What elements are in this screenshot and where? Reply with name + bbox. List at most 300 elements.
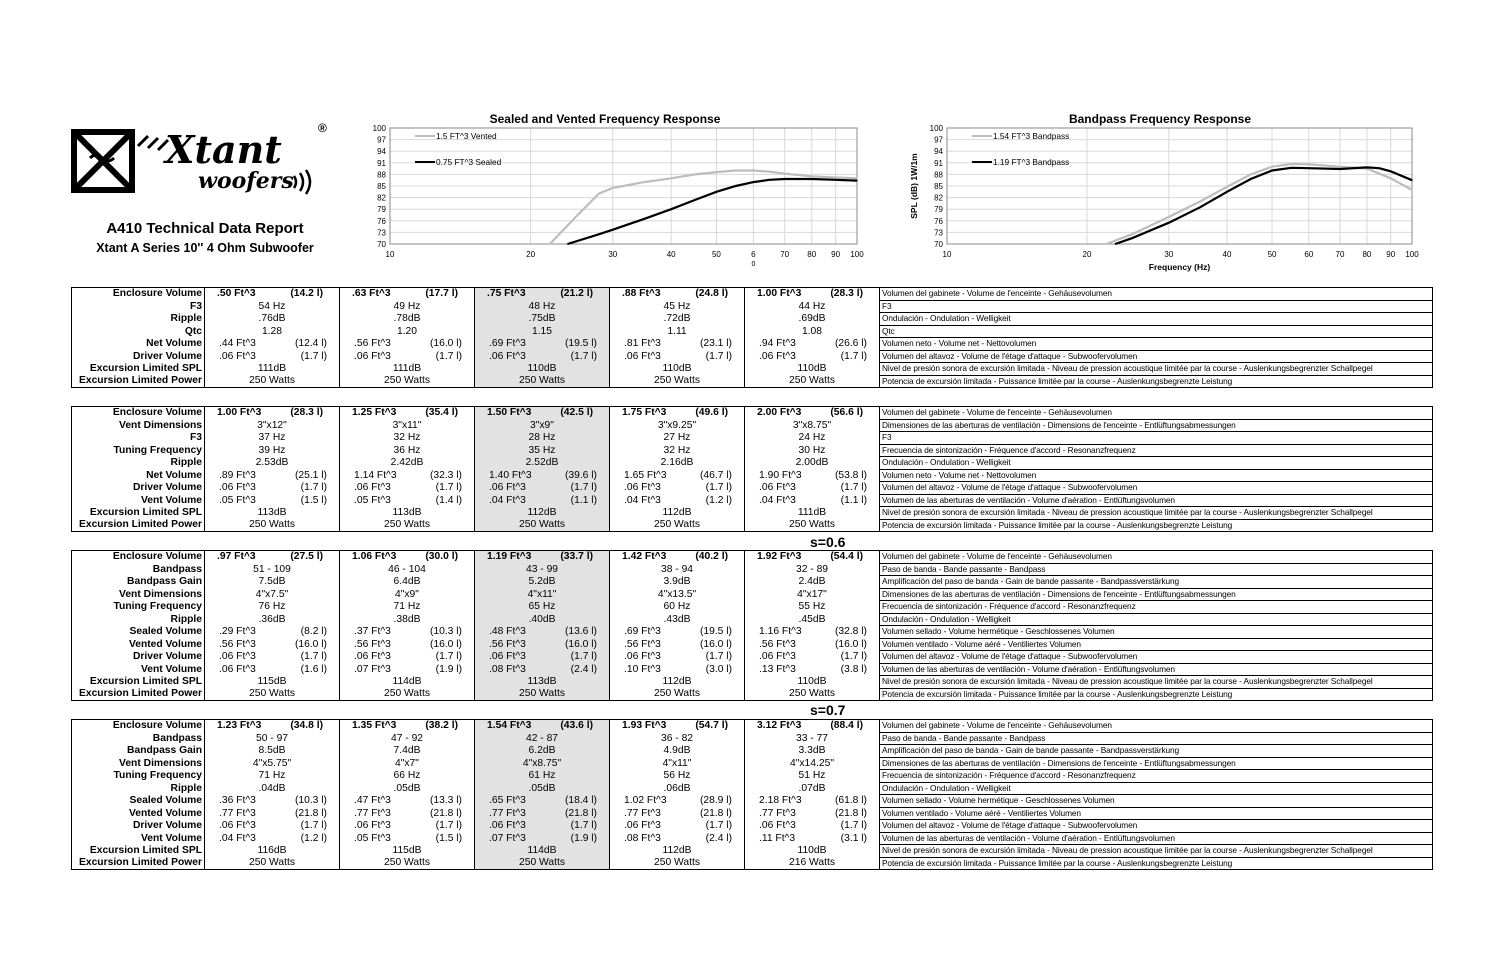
table-cell [475,494,610,507]
table-cell [610,613,745,626]
table-row [72,419,1433,432]
x-tick-label: 20 [1082,250,1092,259]
row-description: Potencia de excursión limitada - Puissance limitée par la course - Auslenkungsbegrenzte Leistung [880,688,1433,701]
cell-value: 8.5dB [258,745,286,756]
row-label: Driver Volume [72,482,205,495]
y-tick-label: 70 [934,240,943,249]
table-cell [610,338,745,351]
table-cell [340,482,475,495]
row-label: Excursion Limited Power [72,375,205,388]
table-cell [475,745,610,758]
table-cell [205,444,340,457]
row-description: Volumen del altavoz - Volume de l'étage d'attaque - Subwoofervolumen [880,651,1433,664]
cell-value: .06 Ft^3 [624,820,661,831]
row-description: Volumen del altavoz - Volume de l'étage d'attaque - Subwoofervolumen [880,482,1433,495]
cell-value: .05dB [528,782,556,794]
row-label: Vent Dimensions [72,757,205,770]
cell-value: 24 Hz [798,432,826,443]
row-label: Excursion Limited SPL [72,845,205,858]
cell-value-metric: (40.2 l) [695,551,728,563]
row-label: Excursion Limited SPL [72,507,205,520]
row-label: F3 [72,432,205,445]
cell-value-metric: (1.2 l) [705,494,732,506]
cell-value: .06 Ft^3 [759,482,796,493]
row-description: Volumen ventilado - Volume aéré - Ventiliertes Volumen [880,638,1433,651]
table-cell [610,551,745,564]
cell-value-metric: (46.7 l) [699,469,732,481]
table-cell [745,626,880,639]
cell-value-metric: (27.5 l) [290,551,323,563]
table-cell [745,807,880,820]
cell-value-metric: (1.7 l) [705,482,732,493]
series-point [769,179,770,180]
table-cell [475,782,610,795]
table-cell [340,651,475,664]
table-cell [745,732,880,745]
table-cell [610,857,745,870]
cell-value: 116dB [257,845,287,856]
row-description: Nivel de presión sonora de excursión limitada - Niveau de pression acoustique limitée par la course - Auslenkungsbegrenzter Schallpegel [880,845,1433,858]
cell-value: 55 Hz [798,601,826,612]
row-description: Nivel de presión sonora de excursión limitada - Niveau de pression acoustique limitée par la course - Auslenkungsbegrenzter Schallpegel [880,676,1433,689]
table-cell [610,757,745,770]
table-cell [610,325,745,338]
cell-value: 1.54 Ft^3 [487,720,532,732]
series-point [811,176,812,177]
cell-value: 114dB [527,845,557,856]
cell-value: .11 Ft^3 [759,832,796,844]
series-point [671,178,672,179]
x-tick-label: 80 [1362,250,1372,259]
table-cell [340,807,475,820]
cell-value: .75 Ft^3 [487,288,526,300]
table-row [72,407,1433,420]
cell-value: .06 Ft^3 [759,651,796,662]
table-cell [610,601,745,614]
y-tick-label: 94 [934,147,943,157]
table-cell [745,419,880,432]
table-cell [340,601,475,614]
row-description: Ondulación - Ondulation - Welligkeit [880,457,1433,470]
y-tick-label: 88 [377,170,386,180]
cell-value: .77 Ft^3 [354,807,391,819]
table-cell [745,601,880,614]
cell-value-metric: (1.6 l) [300,663,327,675]
cell-value-metric: (1.5 l) [435,832,462,844]
row-label: Bandpass [72,563,205,576]
table-cell [475,444,610,457]
row-description: Amplificación del paso de banda - Gain de bande passante - Bandpassverstärkung [880,745,1433,758]
cell-value: 4"x11" [662,757,692,769]
table-cell [340,313,475,326]
cell-value: 3"x9.25" [657,419,697,431]
table-cell [475,313,610,326]
cell-value: 33 - 77 [795,732,829,744]
x-tick-label: 6 [751,250,756,259]
row-label: Vent Dimensions [72,588,205,601]
cell-value-metric: (16.0 l) [834,638,867,650]
cell-value: 3"x12" [257,419,287,431]
table-cell [475,720,610,733]
table-cell [340,745,475,758]
cell-value: 110dB [797,363,827,374]
table-cell [340,551,475,564]
table-cell [475,770,610,783]
series-point [1131,238,1132,239]
y-tick-label: 94 [377,147,386,157]
cell-value-metric: (54.4 l) [830,551,863,563]
table-cell [610,375,745,388]
x-tick-label: 50 [1267,250,1277,259]
y-tick-label: 82 [377,193,386,203]
table-cell [205,494,340,507]
cell-value: .06dB [663,782,691,794]
cell-value: .56 Ft^3 [624,638,661,650]
cell-value: 50 - 97 [255,732,289,744]
table-cell [610,807,745,820]
cell-value: 1.02 Ft^3 [624,795,667,806]
table-cell [475,845,610,858]
table-cell [745,313,880,326]
table-cell [475,688,610,701]
cell-value-metric: (25.1 l) [294,469,327,481]
cell-value-metric: (1.7 l) [840,350,867,362]
table-cell [340,820,475,833]
row-label: Vent Volume [72,663,205,676]
table-cell [610,845,745,858]
table-cell [475,482,610,495]
y-tick-label: 70 [377,240,386,249]
cell-value: 7.4dB [393,745,421,756]
cell-value: 2.00dB [795,457,829,468]
sealed-chart-title: Sealed and Vented Frequency Response [489,112,721,126]
row-label: Ripple [72,457,205,470]
table-row [72,350,1433,363]
series-point [567,243,568,244]
cell-value-metric: (26.6 l) [834,338,867,349]
table-cell [340,720,475,733]
table-row [72,563,1433,576]
series-point [1291,163,1292,164]
cell-value: .08 Ft^3 [489,663,526,675]
series-point [575,216,576,217]
row-label: Bandpass [72,732,205,745]
table-cell [745,375,880,388]
x-tick-label: 70 [1335,250,1345,259]
cell-value: .89 Ft^3 [219,469,256,481]
cell-value: 250 Watts [384,857,430,869]
row-description: Dimensiones de las aberturas de ventilación - Dimensions de l'enceinte - Entlüftungsabmessungen [880,419,1433,432]
y-tick-label: 91 [934,158,943,168]
cell-value: 2.52dB [525,457,559,468]
table-cell [475,507,610,520]
cell-value: 2.00 Ft^3 [757,407,802,419]
table-cell [205,757,340,770]
cell-value-metric: (1.7 l) [570,651,597,662]
x-tick-label: 40 [1222,250,1232,259]
table-cell [475,469,610,482]
cell-value: 3"x11" [392,419,422,431]
series-point [549,243,550,244]
table-cell [340,469,475,482]
table-cell [610,688,745,701]
cell-value: 4"x13.5" [657,588,697,600]
series-point [716,171,717,172]
row-description: Volumen sellado - Volume hermétique - Geschlossenes Volumen [880,626,1433,639]
table-cell [745,288,880,301]
cell-value: 2.53dB [255,457,289,468]
table-cell [340,363,475,376]
table-row [72,757,1433,770]
cell-value: 250 Watts [249,375,295,387]
cell-value: 250 Watts [519,519,565,531]
cell-value-metric: (1.9 l) [570,832,597,844]
table-row [72,663,1433,676]
row-label: Net Volume [72,338,205,351]
cell-value-metric: (1.1 l) [570,494,597,506]
cell-value: 1.75 Ft^3 [622,407,667,419]
series-point [1131,234,1132,235]
series-point [769,171,770,172]
table-cell [475,519,610,532]
row-label: Vented Volume [72,807,205,820]
row-label: Qtc [72,325,205,338]
row-description: Volumen sellado - Volume hermétique - Geschlossenes Volumen [880,795,1433,808]
cell-value: 112dB [527,507,557,518]
y-tick-label: 73 [377,228,386,238]
table-row [72,795,1433,808]
table-cell [205,350,340,363]
table-cell [475,588,610,601]
row-description: Nivel de presión sonora de excursión limitada - Niveau de pression acoustique limitée par la course - Auslenkungsbegrenzter Schallpegel [880,507,1433,520]
cell-value: 7.5dB [258,576,286,587]
table-cell [610,457,745,470]
cell-value-metric: (3.8 l) [840,663,867,675]
row-label: Net Volume [72,469,205,482]
row-description: Volumen del gabinete - Volume de l'enceinte - Gehäusevolumen [880,720,1433,733]
row-label: Ripple [72,613,205,626]
cell-value-metric: (1.5 l) [300,494,327,506]
cell-value-metric: (43.6 l) [560,720,593,732]
table-cell [205,432,340,445]
cell-value-metric: (61.8 l) [834,795,867,806]
cell-value: 38 - 94 [660,563,694,575]
table-row [72,770,1433,783]
table-cell [205,325,340,338]
table-cell [745,613,880,626]
table-cell [610,745,745,758]
table-cell [205,507,340,520]
cell-value: .56 Ft^3 [354,338,391,349]
cell-value: .56 Ft^3 [759,638,796,650]
table-row [72,576,1433,589]
bandpass-chart-title: Bandpass Frequency Response [1068,112,1252,126]
series-point [784,178,785,179]
cell-value: 4.9dB [663,745,691,756]
cell-value: 4"x7.5" [255,588,289,600]
row-description: Paso de banda - Bande passante - Bandpass [880,732,1433,745]
x-tick-label: 60 [1304,250,1314,259]
cell-value: 250 Watts [519,688,565,700]
cell-value: .13 Ft^3 [759,663,796,675]
cell-value: .77 Ft^3 [624,807,661,819]
cell-value: 4"x17" [797,588,827,600]
table-cell [745,338,880,351]
cell-value: 3.3dB [798,745,826,756]
series-point [835,177,836,178]
series-point [735,185,736,186]
table-row [72,782,1433,795]
table-row [72,519,1433,532]
table-row [72,432,1433,445]
cell-value-metric: (1.1 l) [840,494,867,506]
cell-value: 115dB [257,676,287,687]
table-cell [205,820,340,833]
cell-value: .06 Ft^3 [489,350,526,362]
table-cell [340,732,475,745]
legend-label: 1.5 FT^3 Vented [436,131,497,141]
cell-value: 216 Watts [789,857,835,869]
row-description: Volumen del gabinete - Volume de l'enceinte - Gehäusevolumen [880,288,1433,301]
table-cell [205,770,340,783]
series-point [1250,178,1251,179]
table-row [72,507,1433,520]
row-description: Qtc [880,325,1433,338]
series-point [1308,168,1309,169]
cell-value-metric: (2.4 l) [705,832,732,844]
cell-value: 250 Watts [789,519,835,531]
row-description: Paso de banda - Bande passante - Bandpass [880,563,1433,576]
cell-value-metric: (16.0 l) [564,638,597,650]
table-cell [745,551,880,564]
table-cell [610,720,745,733]
table-cell [205,363,340,376]
cell-value-metric: (1.7 l) [570,350,597,362]
table-cell [475,807,610,820]
series-point [1271,170,1272,171]
cell-value: 250 Watts [249,857,295,869]
series-point [716,191,717,192]
x-tick-label: 0 [751,261,756,268]
table-cell [340,563,475,576]
table-cell [340,375,475,388]
row-description: F3 [880,300,1433,313]
table-cell [475,350,610,363]
y-tick-label: 85 [377,182,386,191]
series-point [1339,168,1340,169]
cell-value: .36 Ft^3 [219,795,256,806]
document-title: A410 Technical Data Report [106,220,304,237]
row-label: Ripple [72,313,205,326]
series-point [784,173,785,174]
row-label: Excursion Limited Power [72,857,205,870]
cell-value: .06 Ft^3 [624,350,661,362]
table-cell [745,482,880,495]
row-description: Volumen de las aberturas de ventilación - Volume d'aération - Entlüftungsvolumen [880,494,1433,507]
table-cell [340,325,475,338]
table-cell [475,375,610,388]
series-point [612,229,613,230]
series-point [1250,174,1251,175]
table-cell [745,444,880,457]
series-point [811,178,812,179]
cell-value: .56 Ft^3 [489,638,526,650]
cell-value: 250 Watts [519,857,565,869]
table-cell [205,832,340,845]
cell-value-metric: (19.5 l) [699,626,732,637]
table-cell [475,551,610,564]
cell-value: 114dB [392,676,422,687]
cell-value-metric: (8.2 l) [300,626,327,637]
table-cell [205,588,340,601]
table-cell [610,782,745,795]
table-cell [340,519,475,532]
x-tick-label: 30 [608,250,618,259]
table-cell [745,720,880,733]
cell-value: 4"x14.25" [790,757,834,769]
table-cell [610,676,745,689]
cell-value-metric: (32.8 l) [834,626,867,637]
cell-value-metric: (1.7 l) [435,482,462,493]
series-point [1199,201,1200,202]
table-cell [340,507,475,520]
row-label: Vent Volume [72,494,205,507]
cell-value: 4"x11" [527,588,557,600]
cell-value: .06 Ft^3 [489,651,526,662]
cell-value: 1.23 Ft^3 [217,720,262,732]
table-row [72,444,1433,457]
cell-value-metric: (1.7 l) [840,820,867,831]
document-subtitle: Xtant A Series 10'' 4 Ohm Subwoofer [96,241,314,255]
cell-value: 250 Watts [789,375,835,387]
table-row [72,807,1433,820]
y-tick-label: 100 [929,124,943,133]
table-cell [205,469,340,482]
cell-value: .08 Ft^3 [624,832,661,844]
table-cell [205,288,340,301]
cell-value: 250 Watts [654,857,700,869]
table-cell [745,350,880,363]
cell-value: 111dB [257,363,287,374]
cell-value: 60 Hz [663,601,691,612]
table-cell [340,757,475,770]
cell-value-metric: (21.8 l) [699,807,732,819]
cell-value: .06 Ft^3 [759,350,796,362]
table-cell [610,651,745,664]
cell-value: 110dB [662,363,692,374]
cell-value: .05 Ft^3 [354,494,391,506]
table-cell [205,457,340,470]
table-cell [205,300,340,313]
cell-value: 43 - 99 [525,563,559,575]
cell-value: 51 - 109 [253,563,291,575]
row-description: Volumen ventilado - Volume aéré - Ventiliertes Volumen [880,807,1433,820]
cell-value: 110dB [527,363,557,374]
table-cell [610,432,745,445]
cell-value-metric: (1.7 l) [435,350,462,362]
xtant-logo-mark [70,118,340,200]
cell-value: 4"x5.75" [252,757,292,769]
cell-value: .69dB [798,313,826,324]
cell-value-metric: (1.7 l) [300,350,327,362]
table-row [72,325,1433,338]
cell-value: 3.9dB [663,576,691,587]
table-cell [205,407,340,420]
cell-value: 49 Hz [393,300,421,312]
x-tick-label: 100 [1405,250,1419,259]
cell-value: 54 Hz [258,300,286,312]
cell-value: 110dB [797,676,827,687]
